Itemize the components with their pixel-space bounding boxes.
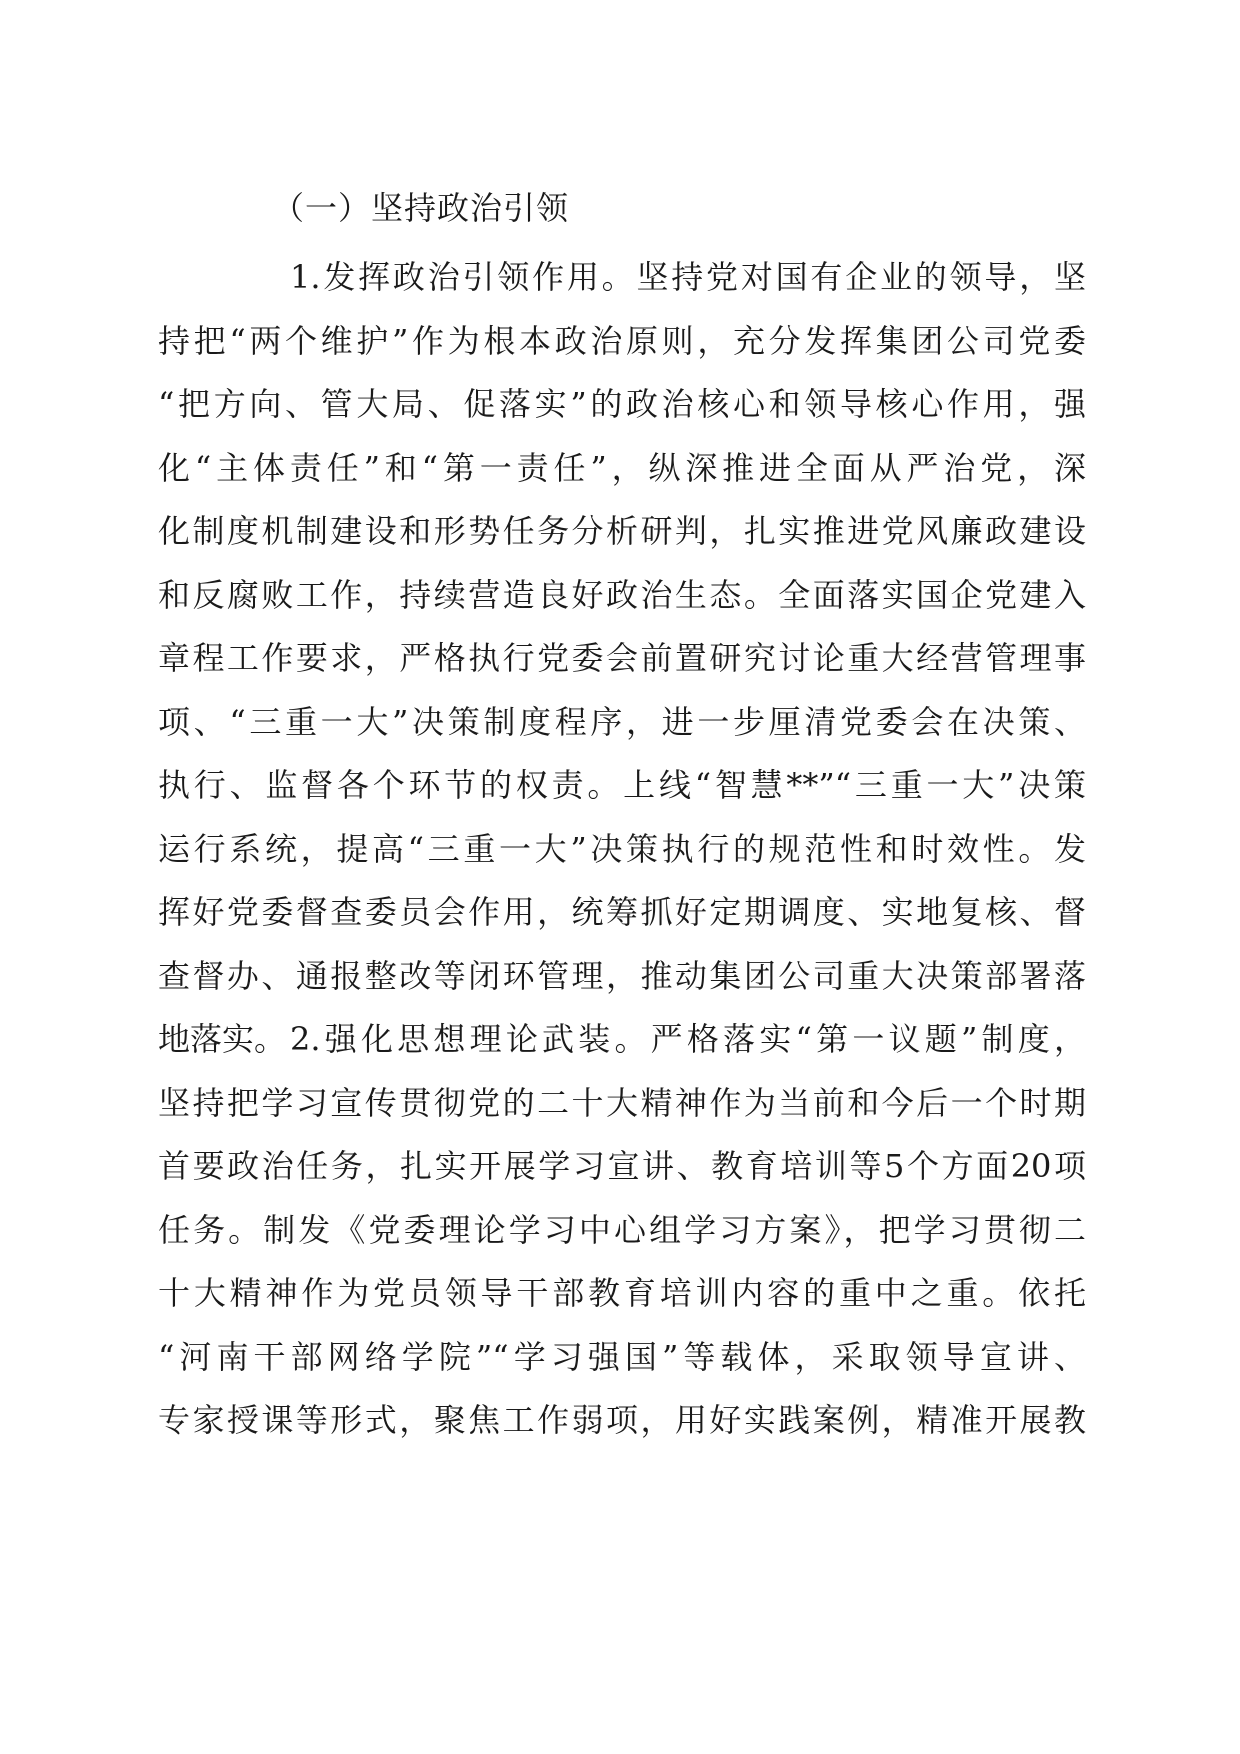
paragraph-line: 运行系统，提高“三重一大”决策执行的规范性和时效性。发 [158,829,1086,868]
paragraph-line: “河南干部网络学院”“学习强国”等载体，采取领导宣讲、 [158,1337,1086,1376]
paragraph-line: 查督办、通报整改等闭环管理，推动集团公司重大决策部署落 [158,956,1086,995]
paragraph-line: 执行、监督各个环节的权责。上线“智慧**”“三重一大”决策 [158,766,1086,804]
paragraph-line: 任务。制发《党委理论学习中心组学习方案》，把学习贯彻二 [158,1210,1086,1249]
section-heading: （一）坚持政治引领 [272,189,570,227]
paragraph-line: 首要政治任务，扎实开展学习宣讲、教育培训等5个方面20项 [158,1147,1086,1185]
paragraph-line: 地落实。 [158,1020,287,1058]
paragraph-line: 十大精神作为党员领导干部教育培训内容的重中之重。依托 [158,1274,1086,1312]
paragraph-line: 项、“三重一大”决策制度程序，进一步厘清党委会在决策、 [158,702,1086,741]
paragraph-line: “把方向、管大局、促落实”的政治核心和领导核心作用，强 [158,385,1086,423]
paragraph-line: 1.发挥政治引领作用。坚持党对国有企业的领导，坚 [290,258,1086,296]
paragraph-line: 和反腐败工作，持续营造良好政治生态。全面落实国企党建入 [158,575,1086,614]
paragraph-line: 坚持把学习宣传贯彻党的二十大精神作为当前和今后一个时期 [158,1083,1086,1122]
paragraph-line: 2.强化思想理论武装。严格落实“第一议题”制度， [290,1020,1086,1058]
paragraph-line: 持把“两个维护”作为根本政治原则，充分发挥集团公司党委 [158,321,1086,360]
paragraph-line: 化“主体责任”和“第一责任”，纵深推进全面从严治党，深 [158,448,1086,487]
paragraph-line: 化制度机制建设和形势任务分析研判，扎实推进党风廉政建设 [158,512,1086,550]
paragraph-line: 挥好党委督查委员会作用，统筹抓好定期调度、实地复核、督 [158,893,1086,931]
paragraph-line: 章程工作要求，严格执行党委会前置研究讨论重大经营管理事 [158,639,1086,677]
paragraph-2 [158,1008,1086,1453]
paragraph-1 [158,246,1086,1072]
paragraph-line: 专家授课等形式，聚焦工作弱项，用好实践案例，精准开展教 [158,1401,1086,1439]
